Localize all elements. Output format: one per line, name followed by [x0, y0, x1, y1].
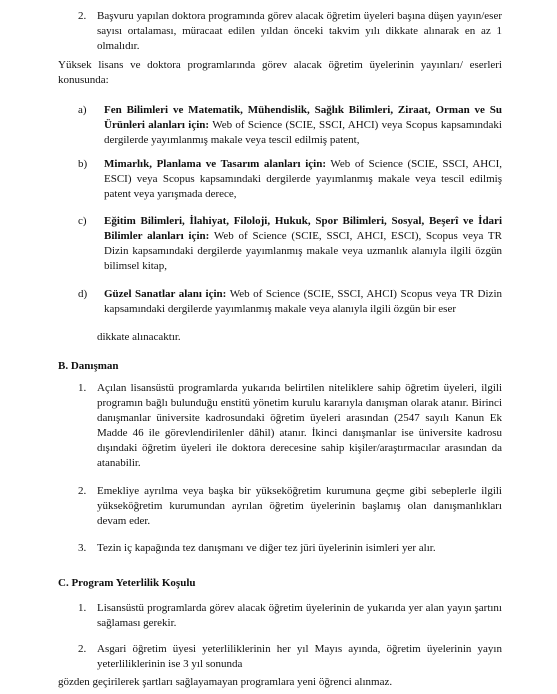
list-number: 3.: [78, 542, 87, 554]
list-item-text: Açılan lisansüstü programlarda yukarıda belirtilen niteliklere sahip öğretim üyeleri, ilgili programın bağlı bulunduğu enstitü yönetim kurulu kararıyla danışman olarak atanır. Birinci danışmanlar üniversite kadrosundaki öğretim üyeleri arasından (2547 sayılı Kanun Ek Madde 46 ile görevlendirilenler dâhil) atanır. İkinci danışmanlar ise üniversite kadrosu dışındaki öğretim üyeleri ile doktora derecesine sahip kişiler/araştırmacılar arasından da atanabilir.: [97, 382, 502, 469]
field-item: [104, 103, 502, 148]
field-text: Web of Science (SCIE, SSCI, AHCI, ESCI) veya Scopus kapsamındaki dergilerde yayımlanmış makale veya tescil edilmiş patent veya yarışmada derece,: [104, 158, 502, 200]
field-marker: a): [78, 104, 87, 116]
field-title: Güzel Sanatlar alanı için:: [104, 288, 227, 300]
field-text: Web of Science (SCIE, SSCI, AHCI) Scopus veya TR Dizin kapsamındaki dergilerde yayımlanmış makale veya alanıyla ilgili özgün bir eser: [104, 288, 503, 315]
section-c-tail: gözden geçirilerek şartları sağlayamayan programlara yeni öğrenci alınmaz.: [58, 676, 393, 688]
field-title: Mimarlık, Planlama ve Tasarım alanları için:: [104, 158, 326, 170]
list-item-text: Lisansüstü programlarda görev alacak öğretim üyelerinin de yukarıda yer alan yayın şartını sağlaması gerekir.: [97, 602, 502, 629]
list-number: 2.: [78, 643, 87, 655]
list-number: 1.: [78, 382, 87, 394]
field-item: [104, 157, 502, 202]
list-item-text: Tezin iç kapağında tez danışmanı ve diğer tez jüri üyelerinin isimleri yer alır.: [97, 542, 436, 554]
field-text: Web of Science (SCIE, SSCI, AHCI, ESCI), Scopus veya TR Dizin kapsamındaki dergilerde yayımlanmış makale veya uzmanlık alanıyla ilgili özgün bilimsel kitap,: [104, 230, 502, 272]
field-item: [104, 214, 502, 274]
list-item-text: Başvuru yapılan doktora programında görev alacak öğretim üyeleri başına düşen yayın/eser sayısı ortalaması, müracaat edilen yıldan önceki takvim yılı dikkate alınarak en az 1 olmalıdır.: [97, 10, 502, 52]
list-number: 1.: [78, 602, 87, 614]
intro-paragraph: Yüksek lisans ve doktora programlarında görev alacak öğretim üyelerinin yayınları/ eserleri konusunda:: [58, 59, 502, 86]
field-marker: c): [78, 215, 87, 227]
field-marker: b): [78, 158, 88, 170]
section-c-heading: C. Program Yeterlilik Koşulu: [58, 577, 196, 589]
field-title: Eğitim Bilimleri, İlahiyat, Filoloji, Hukuk, Spor Bilimleri, Sosyal, Beşerî ve İdari Bilimler alanları için:: [104, 215, 502, 242]
fields-note: dikkate alınacaktır.: [97, 331, 181, 343]
list-number: 2.: [78, 485, 87, 497]
field-marker: d): [78, 288, 88, 300]
section-b-heading: B. Danışman: [58, 360, 119, 372]
list-number: 2.: [78, 10, 87, 22]
field-item: [104, 287, 502, 317]
list-item-text: Emekliye ayrılma veya başka bir yükseköğretim kurumuna geçme gibi sebeplerle ilgili yükseköğretim kurumundan ayrılan öğretim üyelerinin başlamış olan danışmanlıkları devam eder.: [97, 485, 502, 527]
list-item-text: Asgari öğretim üyesi yeterliliklerinin her yıl Mayıs ayında, öğretim üyelerinin yayın yeterliliklerinin ise 3 yıl sonunda: [97, 643, 502, 670]
field-text: Web of Science (SCIE, SSCI, AHCI) veya Scopus kapsamındaki dergilerde yayımlanmış makale veya tescil edilmiş patent,: [104, 119, 502, 146]
field-title: Fen Bilimleri ve Matematik, Mühendislik, Sağlık Bilimleri, Ziraat, Orman ve Su Ürünleri alanları için:: [104, 104, 502, 131]
